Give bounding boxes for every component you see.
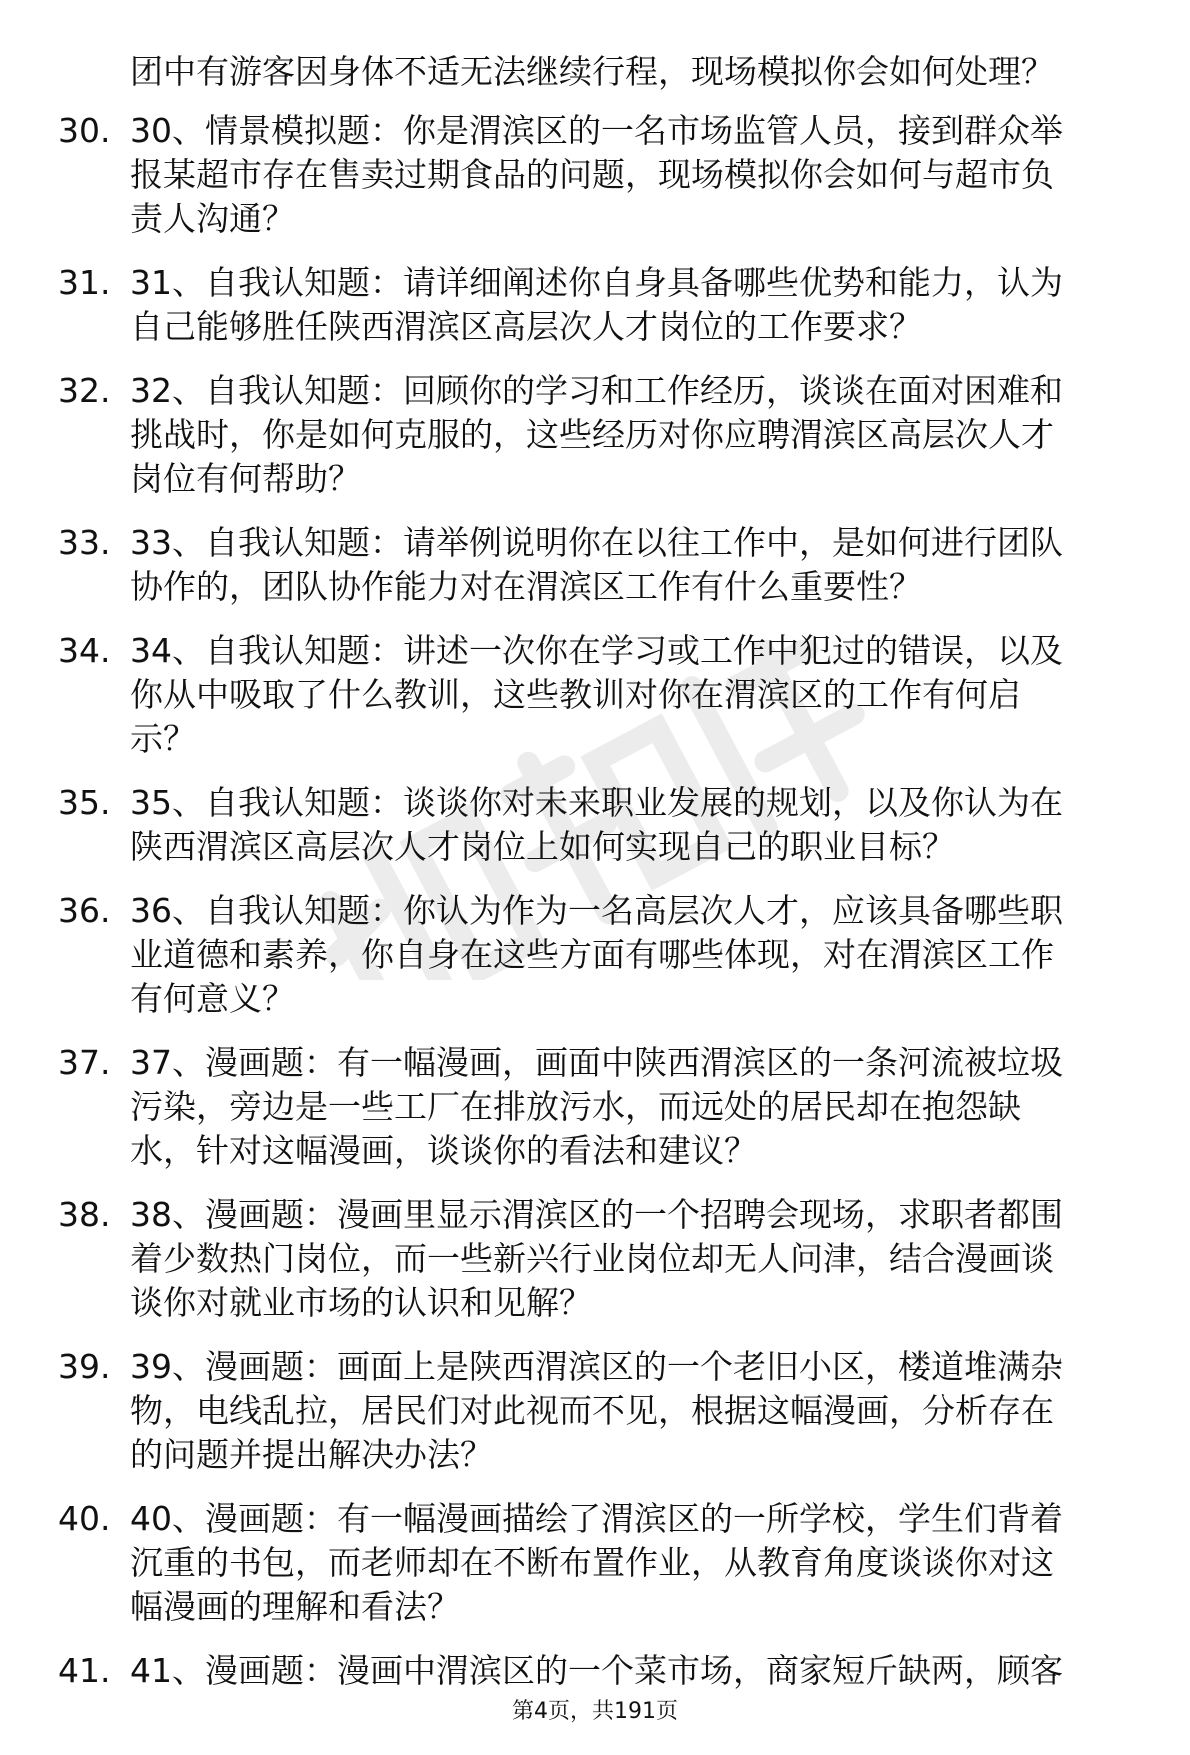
continued-question-text: 团中有游客因身体不适无法继续行程，现场模拟你会如何处理？ (130, 52, 1054, 91)
question-number: 33. (58, 523, 111, 562)
question-item (0, 781, 1190, 869)
question-text-line: 31、自我认知题：请详细阐述你自身具备哪些优势和能力，认为 (130, 263, 1063, 302)
question-item (0, 889, 1190, 1021)
question-text-line: 41、漫画题：漫画中渭滨区的一个菜市场，商家短斤缺两，顾客 (130, 1651, 1063, 1690)
question-text-line: 33、自我认知题：请举例说明你在以往工作中，是如何进行团队 (130, 523, 1063, 562)
question-item (0, 521, 1190, 609)
question-text-line: 陕西渭滨区高层次人才岗位上如何实现自己的职业目标？ (130, 827, 955, 866)
question-item (0, 1041, 1190, 1173)
question-number: 37. (58, 1043, 111, 1082)
question-text-line: 物，电线乱拉，居民们对此视而不见，根据这幅漫画，分析存在 (130, 1391, 1054, 1430)
question-text (130, 1649, 1160, 1693)
question-text-line: 你从中吸取了什么教训，这些教训对你在渭滨区的工作有何启 (130, 675, 1021, 714)
question-item (0, 629, 1190, 761)
question-item (0, 369, 1190, 501)
question-text-line: 责人沟通？ (130, 199, 295, 238)
question-number: 32. (58, 371, 111, 410)
question-text-line: 示？ (130, 719, 196, 758)
question-text-line: 有何意义？ (130, 979, 295, 1018)
question-text (130, 369, 1160, 501)
question-text-line: 39、漫画题：画面上是陕西渭滨区的一个老旧小区，楼道堆满杂 (130, 1347, 1063, 1386)
question-text-line: 38、漫画题：漫画里显示渭滨区的一个招聘会现场，求职者都围 (130, 1195, 1063, 1234)
question-item (0, 1497, 1190, 1629)
question-text-line: 报某超市存在售卖过期食品的问题，现场模拟你会如何与超市负 (130, 155, 1054, 194)
question-item (0, 1345, 1190, 1477)
question-number: 34. (58, 631, 111, 670)
question-item (0, 1193, 1190, 1325)
question-list (0, 109, 1190, 1713)
question-text (130, 629, 1160, 761)
question-text-line: 40、漫画题：有一幅漫画描绘了渭滨区的一所学校，学生们背着 (130, 1499, 1063, 1538)
question-number: 36. (58, 891, 111, 930)
question-text (130, 109, 1160, 241)
question-text (130, 261, 1160, 349)
question-number: 41. (58, 1651, 111, 1690)
question-text-line: 幅漫画的理解和看法？ (130, 1587, 460, 1626)
question-number: 39. (58, 1347, 111, 1386)
question-text-line: 36、自我认知题：你认为作为一名高层次人才，应该具备哪些职 (130, 891, 1063, 930)
question-text (130, 1193, 1160, 1325)
question-text-line: 挑战时，你是如何克服的，这些经历对你应聘渭滨区高层次人才 (130, 415, 1054, 454)
question-text (130, 781, 1160, 869)
question-text-line: 业道德和素养，你自身在这些方面有哪些体现，对在渭滨区工作 (130, 935, 1054, 974)
question-text-line: 34、自我认知题：讲述一次你在学习或工作中犯过的错误，以及 (130, 631, 1063, 670)
question-item (0, 1649, 1190, 1693)
question-text-line: 37、漫画题：有一幅漫画，画面中陕西渭滨区的一条河流被垃圾 (130, 1043, 1063, 1082)
question-text-line: 的问题并提出解决办法？ (130, 1435, 493, 1474)
question-item (0, 109, 1190, 241)
question-text-line: 35、自我认知题：谈谈你对未来职业发展的规划，以及你认为在 (130, 783, 1063, 822)
question-text (130, 1041, 1160, 1173)
page-footer: 第4页，共191页 (512, 1699, 678, 1724)
question-number: 38. (58, 1195, 111, 1234)
question-text-line: 着少数热门岗位，而一些新兴行业岗位却无人问津，结合漫画谈 (130, 1239, 1054, 1278)
question-text-line: 30、情景模拟题：你是渭滨区的一名市场监管人员，接到群众举 (130, 111, 1063, 150)
question-text (130, 889, 1160, 1021)
question-text-line: 协作的，团队协作能力对在渭滨区工作有什么重要性？ (130, 567, 922, 606)
question-text-line: 32、自我认知题：回顾你的学习和工作经历，谈谈在面对困难和 (130, 371, 1063, 410)
question-text (130, 521, 1160, 609)
question-text-line: 水，针对这幅漫画，谈谈你的看法和建议？ (130, 1131, 757, 1170)
question-text-line: 自己能够胜任陕西渭滨区高层次人才岗位的工作要求？ (130, 307, 922, 346)
question-text-line: 谈你对就业市场的认识和见解？ (130, 1283, 592, 1322)
question-text (130, 1345, 1160, 1477)
question-text (130, 1497, 1160, 1629)
question-item (0, 261, 1190, 349)
question-number: 40. (58, 1499, 111, 1538)
question-text-line: 沉重的书包，而老师却在不断布置作业，从教育角度谈谈你对这 (130, 1543, 1054, 1582)
question-number: 31. (58, 263, 111, 302)
question-text-line: 岗位有何帮助？ (130, 459, 361, 498)
question-number: 35. (58, 783, 111, 822)
question-number: 30. (58, 111, 111, 150)
question-text-line: 污染，旁边是一些工厂在排放污水，而远处的居民却在抱怨缺 (130, 1087, 1021, 1126)
